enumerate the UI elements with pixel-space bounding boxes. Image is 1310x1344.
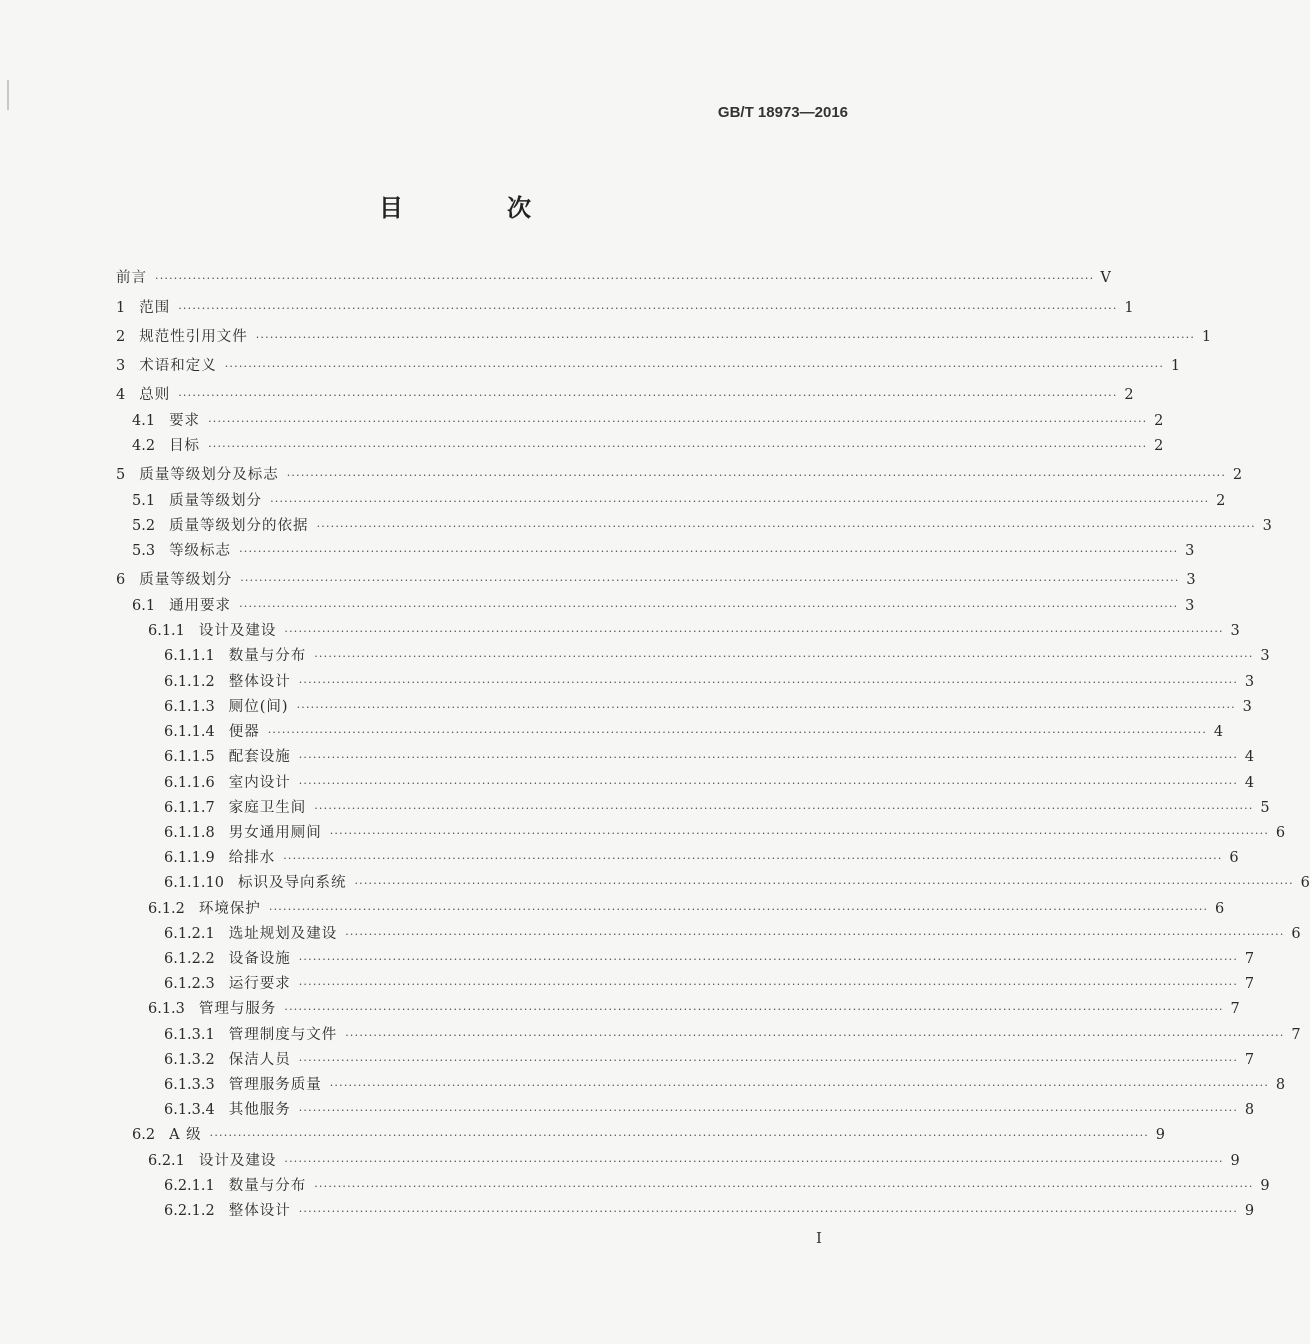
toc-entry-page: 6 bbox=[1229, 850, 1239, 866]
toc-leader-dots: ········································································································································································································ bbox=[239, 545, 1179, 558]
toc-entry-page: 6 bbox=[1300, 875, 1310, 891]
toc-entry-page: 3 bbox=[1262, 518, 1272, 534]
toc-entry-number: 6.2.1 bbox=[148, 1153, 185, 1169]
toc-entry-label: 便器 bbox=[228, 724, 260, 740]
toc-leader-dots: ········································································································································································································ bbox=[314, 802, 1254, 815]
toc-entry-label: 室内设计 bbox=[228, 775, 291, 791]
toc-entry-page: 1 bbox=[1124, 300, 1134, 316]
page-number: I bbox=[816, 1229, 822, 1247]
toc-entry-page: 3 bbox=[1186, 572, 1196, 588]
toc-entry-number: 6.2.1.1 bbox=[164, 1178, 215, 1194]
toc-entry-number: 6.1.2 bbox=[148, 901, 185, 917]
toc-entry-number: 5.2 bbox=[132, 518, 156, 534]
toc-entry-page: 2 bbox=[1216, 493, 1226, 509]
toc-entry-page: 3 bbox=[1260, 648, 1270, 664]
toc-entry bbox=[116, 1073, 1286, 1098]
toc-leader-dots: ········································································································································································································ bbox=[284, 625, 1224, 638]
toc-entry bbox=[116, 871, 1310, 896]
toc-leader-dots: ········································································································································································································ bbox=[345, 1029, 1285, 1042]
toc-entry-label: 保洁人员 bbox=[228, 1052, 291, 1068]
toc-entry-page: 2 bbox=[1154, 413, 1164, 429]
toc-entry-label: 质量等级划分及标志 bbox=[139, 467, 279, 483]
toc-entry-page: 7 bbox=[1291, 1027, 1301, 1043]
toc-entry-page: 3 bbox=[1185, 543, 1195, 559]
toc-entry bbox=[116, 619, 1240, 644]
toc-leader-dots: ········································································································································································································ bbox=[255, 331, 1196, 344]
toc-leader-dots: ········································································································································································································ bbox=[329, 827, 1270, 840]
scan-margin-mark bbox=[7, 80, 9, 110]
toc-entry-page: 8 bbox=[1244, 1102, 1255, 1118]
toc-entry-label: 家庭卫生间 bbox=[228, 800, 307, 816]
toc-entry bbox=[116, 434, 1164, 459]
toc-entry-number: 4 bbox=[116, 387, 126, 403]
toc-entry-label: 给排水 bbox=[228, 850, 276, 866]
toc-entry-number: 6.1.1.6 bbox=[164, 775, 215, 791]
toc-entry bbox=[116, 1048, 1255, 1073]
toc-leader-dots: ········································································································································································································ bbox=[239, 600, 1179, 613]
toc-entry-number: 6.1 bbox=[132, 598, 156, 614]
toc-leader-dots: ········································································································································································································ bbox=[286, 469, 1227, 482]
toc-leader-dots: ········································································································································································································ bbox=[329, 1079, 1270, 1092]
toc-entry bbox=[116, 568, 1196, 593]
toc-leader-dots: ········································································································································································································ bbox=[296, 701, 1236, 714]
toc-leader-dots: ········································································································································································································ bbox=[208, 440, 1148, 453]
toc-entry bbox=[116, 266, 1111, 291]
toc-entry-label: 要求 bbox=[169, 413, 201, 429]
toc-entry-number: 6.1.1.9 bbox=[164, 850, 215, 866]
toc-entry-label: 管理制度与文件 bbox=[228, 1027, 338, 1043]
toc-entry-page: 3 bbox=[1185, 598, 1195, 614]
toc-entry-label: 目标 bbox=[169, 438, 201, 454]
toc-leader-dots: ········································································································································································································ bbox=[284, 1003, 1224, 1016]
toc-entry-label: 运行要求 bbox=[228, 976, 291, 992]
toc-leader-dots: ········································································································································································································ bbox=[298, 1205, 1239, 1218]
toc-entry-label: 前言 bbox=[116, 270, 147, 286]
toc-leader-dots: ········································································································································································································ bbox=[298, 751, 1239, 764]
toc-leader-dots: ········································································································································································································ bbox=[267, 726, 1208, 739]
toc-entry bbox=[116, 972, 1255, 997]
toc-entry-label: 数量与分布 bbox=[228, 1178, 307, 1194]
toc-leader-dots: ········································································································································································································ bbox=[178, 302, 1118, 315]
toc-entry-number: 4.2 bbox=[132, 438, 156, 454]
toc-entry-page: 1 bbox=[1201, 329, 1212, 345]
toc-entry-number: 3 bbox=[116, 358, 126, 374]
toc-entry bbox=[116, 383, 1134, 408]
toc-entry-number: 6.1.3 bbox=[148, 1001, 185, 1017]
toc-entry bbox=[116, 695, 1252, 720]
toc-leader-dots: ········································································································································································································ bbox=[316, 520, 1256, 533]
toc-entry-number: 6.1.1 bbox=[148, 623, 185, 639]
toc-entry-label: 范围 bbox=[139, 300, 171, 316]
toc-entry-number: 6.1.3.4 bbox=[164, 1102, 215, 1118]
toc-entry bbox=[116, 1098, 1255, 1123]
toc-entry-page: 5 bbox=[1260, 800, 1270, 816]
toc-leader-dots: ········································································································································································································ bbox=[283, 852, 1223, 865]
toc-leader-dots: ········································································································································································································ bbox=[284, 1155, 1224, 1168]
toc-entry-page: V bbox=[1100, 270, 1111, 286]
toc-entry-page: 8 bbox=[1275, 1077, 1286, 1093]
toc-entry-number: 6.1.1.2 bbox=[164, 674, 215, 690]
toc-entry-number: 6.1.2.2 bbox=[164, 951, 215, 967]
toc-entry-page: 7 bbox=[1244, 951, 1255, 967]
toc-leader-dots: ········································································································································································································ bbox=[354, 877, 1294, 890]
toc-entry-label: 厕位(间) bbox=[228, 699, 289, 715]
toc-leader-dots: ········································································································································································································ bbox=[298, 1054, 1239, 1067]
toc-entry bbox=[116, 644, 1270, 669]
toc-entry-label: 总则 bbox=[139, 387, 171, 403]
toc-entry bbox=[116, 325, 1212, 350]
toc-entry-number: 6 bbox=[116, 572, 126, 588]
toc-entry-number: 6.2 bbox=[132, 1127, 156, 1143]
toc-entry-number: 6.1.3.1 bbox=[164, 1027, 215, 1043]
toc-entry-label: 通用要求 bbox=[169, 598, 232, 614]
toc-leader-dots: ········································································································································································································ bbox=[298, 978, 1239, 991]
toc-entry-label: 质量等级划分 bbox=[139, 572, 233, 588]
toc-leader-dots: ········································································································································································································ bbox=[298, 1104, 1239, 1117]
toc-entry-number: 5.3 bbox=[132, 543, 156, 559]
toc-entry bbox=[116, 796, 1270, 821]
toc-entry-number: 6.1.1.3 bbox=[164, 699, 215, 715]
toc-entry bbox=[116, 594, 1195, 619]
toc-leader-dots: ········································································································································································································ bbox=[298, 953, 1239, 966]
toc-entry-number: 6.1.1.8 bbox=[164, 825, 215, 841]
toc-entry-page: 2 bbox=[1232, 467, 1243, 483]
toc-entry bbox=[116, 463, 1243, 488]
toc-entry-page: 6 bbox=[1291, 926, 1301, 942]
toc-entry-label: A 级 bbox=[169, 1127, 202, 1143]
toc-leader-dots: ········································································································································································································ bbox=[208, 415, 1148, 428]
toc-entry bbox=[116, 1174, 1270, 1199]
toc-entry-number: 5 bbox=[116, 467, 126, 483]
toc-leader-dots: ········································································································································································································ bbox=[270, 495, 1210, 508]
toc-entry-number: 6.1.2.3 bbox=[164, 976, 215, 992]
toc-entry-label: 其他服务 bbox=[228, 1102, 291, 1118]
toc-entry-label: 配套设施 bbox=[228, 749, 291, 765]
toc-entry-page: 3 bbox=[1242, 699, 1252, 715]
toc-entry-page: 3 bbox=[1230, 623, 1240, 639]
toc-entry bbox=[116, 1149, 1240, 1174]
toc-entry-label: 数量与分布 bbox=[228, 648, 307, 664]
toc-entry-label: 环境保护 bbox=[198, 901, 261, 917]
toc-entry bbox=[116, 1123, 1165, 1148]
toc-entry-number: 6.1.1.7 bbox=[164, 800, 215, 816]
toc-entry bbox=[116, 409, 1164, 434]
toc-entry-label: 选址规划及建设 bbox=[228, 926, 338, 942]
toc-entry-label: 标识及导向系统 bbox=[237, 875, 347, 891]
toc-entry-page: 1 bbox=[1170, 358, 1181, 374]
toc-entry-page: 9 bbox=[1155, 1127, 1165, 1143]
toc-entry-label: 设计及建设 bbox=[198, 623, 277, 639]
toc-entry-page: 6 bbox=[1275, 825, 1286, 841]
toc-entry bbox=[116, 821, 1286, 846]
toc-entry bbox=[116, 897, 1225, 922]
toc-entry-label: 管理与服务 bbox=[198, 1001, 277, 1017]
toc-entry bbox=[116, 947, 1255, 972]
toc-entry bbox=[116, 296, 1134, 321]
toc-leader-dots: ········································································································································································································ bbox=[268, 903, 1209, 916]
toc-leader-dots: ········································································································································································································ bbox=[298, 777, 1239, 790]
toc-entry bbox=[116, 1023, 1301, 1048]
toc-entry-number: 6.1.1.4 bbox=[164, 724, 215, 740]
toc-entry-page: 7 bbox=[1244, 976, 1255, 992]
toc-entry bbox=[116, 539, 1195, 564]
toc-entry-page: 3 bbox=[1244, 674, 1255, 690]
toc-leader-dots: ········································································································································································································ bbox=[240, 574, 1180, 587]
toc-entry-number: 6.1.1.1 bbox=[164, 648, 215, 664]
toc-entry-label: 等级标志 bbox=[169, 543, 232, 559]
toc-entry-label: 整体设计 bbox=[228, 674, 291, 690]
toc-leader-dots: ········································································································································································································ bbox=[178, 389, 1118, 402]
toc-entry-label: 质量等级划分 bbox=[169, 493, 263, 509]
toc-entry-page: 2 bbox=[1154, 438, 1164, 454]
toc-entry-number: 6.1.1.10 bbox=[164, 875, 224, 891]
toc-entry-number: 6.1.1.5 bbox=[164, 749, 215, 765]
toc-entry-page: 9 bbox=[1260, 1178, 1270, 1194]
toc-entry-number: 1 bbox=[116, 300, 126, 316]
toc-entry-number: 2 bbox=[116, 329, 126, 345]
toc-entry-label: 男女通用厕间 bbox=[228, 825, 322, 841]
toc-entry-number: 6.2.1.2 bbox=[164, 1203, 215, 1219]
toc-entry bbox=[116, 670, 1255, 695]
toc-entry bbox=[116, 1199, 1255, 1224]
toc-entry-page: 4 bbox=[1244, 775, 1255, 791]
toc-entry-page: 7 bbox=[1244, 1052, 1255, 1068]
toc-entry-label: 规范性引用文件 bbox=[139, 329, 248, 345]
toc-leader-dots: ········································································································································································································ bbox=[314, 650, 1254, 663]
page-title: 目 次 bbox=[379, 194, 571, 222]
toc-entry-page: 4 bbox=[1244, 749, 1255, 765]
toc-leader-dots: ········································································································································································································ bbox=[298, 676, 1239, 689]
toc-entry-page: 9 bbox=[1230, 1153, 1240, 1169]
toc-entry-page: 9 bbox=[1244, 1203, 1255, 1219]
toc-entry-page: 4 bbox=[1213, 724, 1224, 740]
toc-entry-label: 管理服务质量 bbox=[228, 1077, 322, 1093]
toc-entry-number: 4.1 bbox=[132, 413, 156, 429]
toc-entry-label: 设计及建设 bbox=[198, 1153, 277, 1169]
toc-entry-label: 设备设施 bbox=[228, 951, 291, 967]
toc-entry-label: 术语和定义 bbox=[139, 358, 217, 374]
toc-entry-number: 6.1.3.2 bbox=[164, 1052, 215, 1068]
toc-entry-label: 整体设计 bbox=[228, 1203, 291, 1219]
toc-entry bbox=[116, 354, 1181, 379]
toc-leader-dots: ········································································································································································································ bbox=[345, 928, 1285, 941]
toc-entry bbox=[116, 514, 1272, 539]
toc-entry bbox=[116, 997, 1240, 1022]
toc-leader-dots: ········································································································································································································ bbox=[224, 360, 1165, 373]
toc-entry bbox=[116, 745, 1255, 770]
toc-entry-page: 7 bbox=[1230, 1001, 1240, 1017]
toc-entry bbox=[116, 922, 1301, 947]
toc-entry-label: 质量等级划分的依据 bbox=[169, 518, 309, 534]
toc-entry-number: 5.1 bbox=[132, 493, 156, 509]
toc-entry-page: 2 bbox=[1124, 387, 1134, 403]
toc-entry-page: 6 bbox=[1215, 901, 1225, 917]
toc-entry bbox=[116, 771, 1255, 796]
toc-leader-dots: ········································································································································································································ bbox=[155, 272, 1095, 285]
toc-leader-dots: ········································································································································································································ bbox=[314, 1180, 1254, 1193]
toc-entry-number: 6.1.2.1 bbox=[164, 926, 215, 942]
toc-entry bbox=[116, 489, 1226, 514]
standard-code: GB/T 18973—2016 bbox=[717, 104, 848, 121]
toc-leader-dots: ········································································································································································································ bbox=[209, 1129, 1149, 1142]
toc-entry bbox=[116, 846, 1239, 871]
toc-entry-number: 6.1.3.3 bbox=[164, 1077, 215, 1093]
toc-entry bbox=[116, 720, 1224, 745]
